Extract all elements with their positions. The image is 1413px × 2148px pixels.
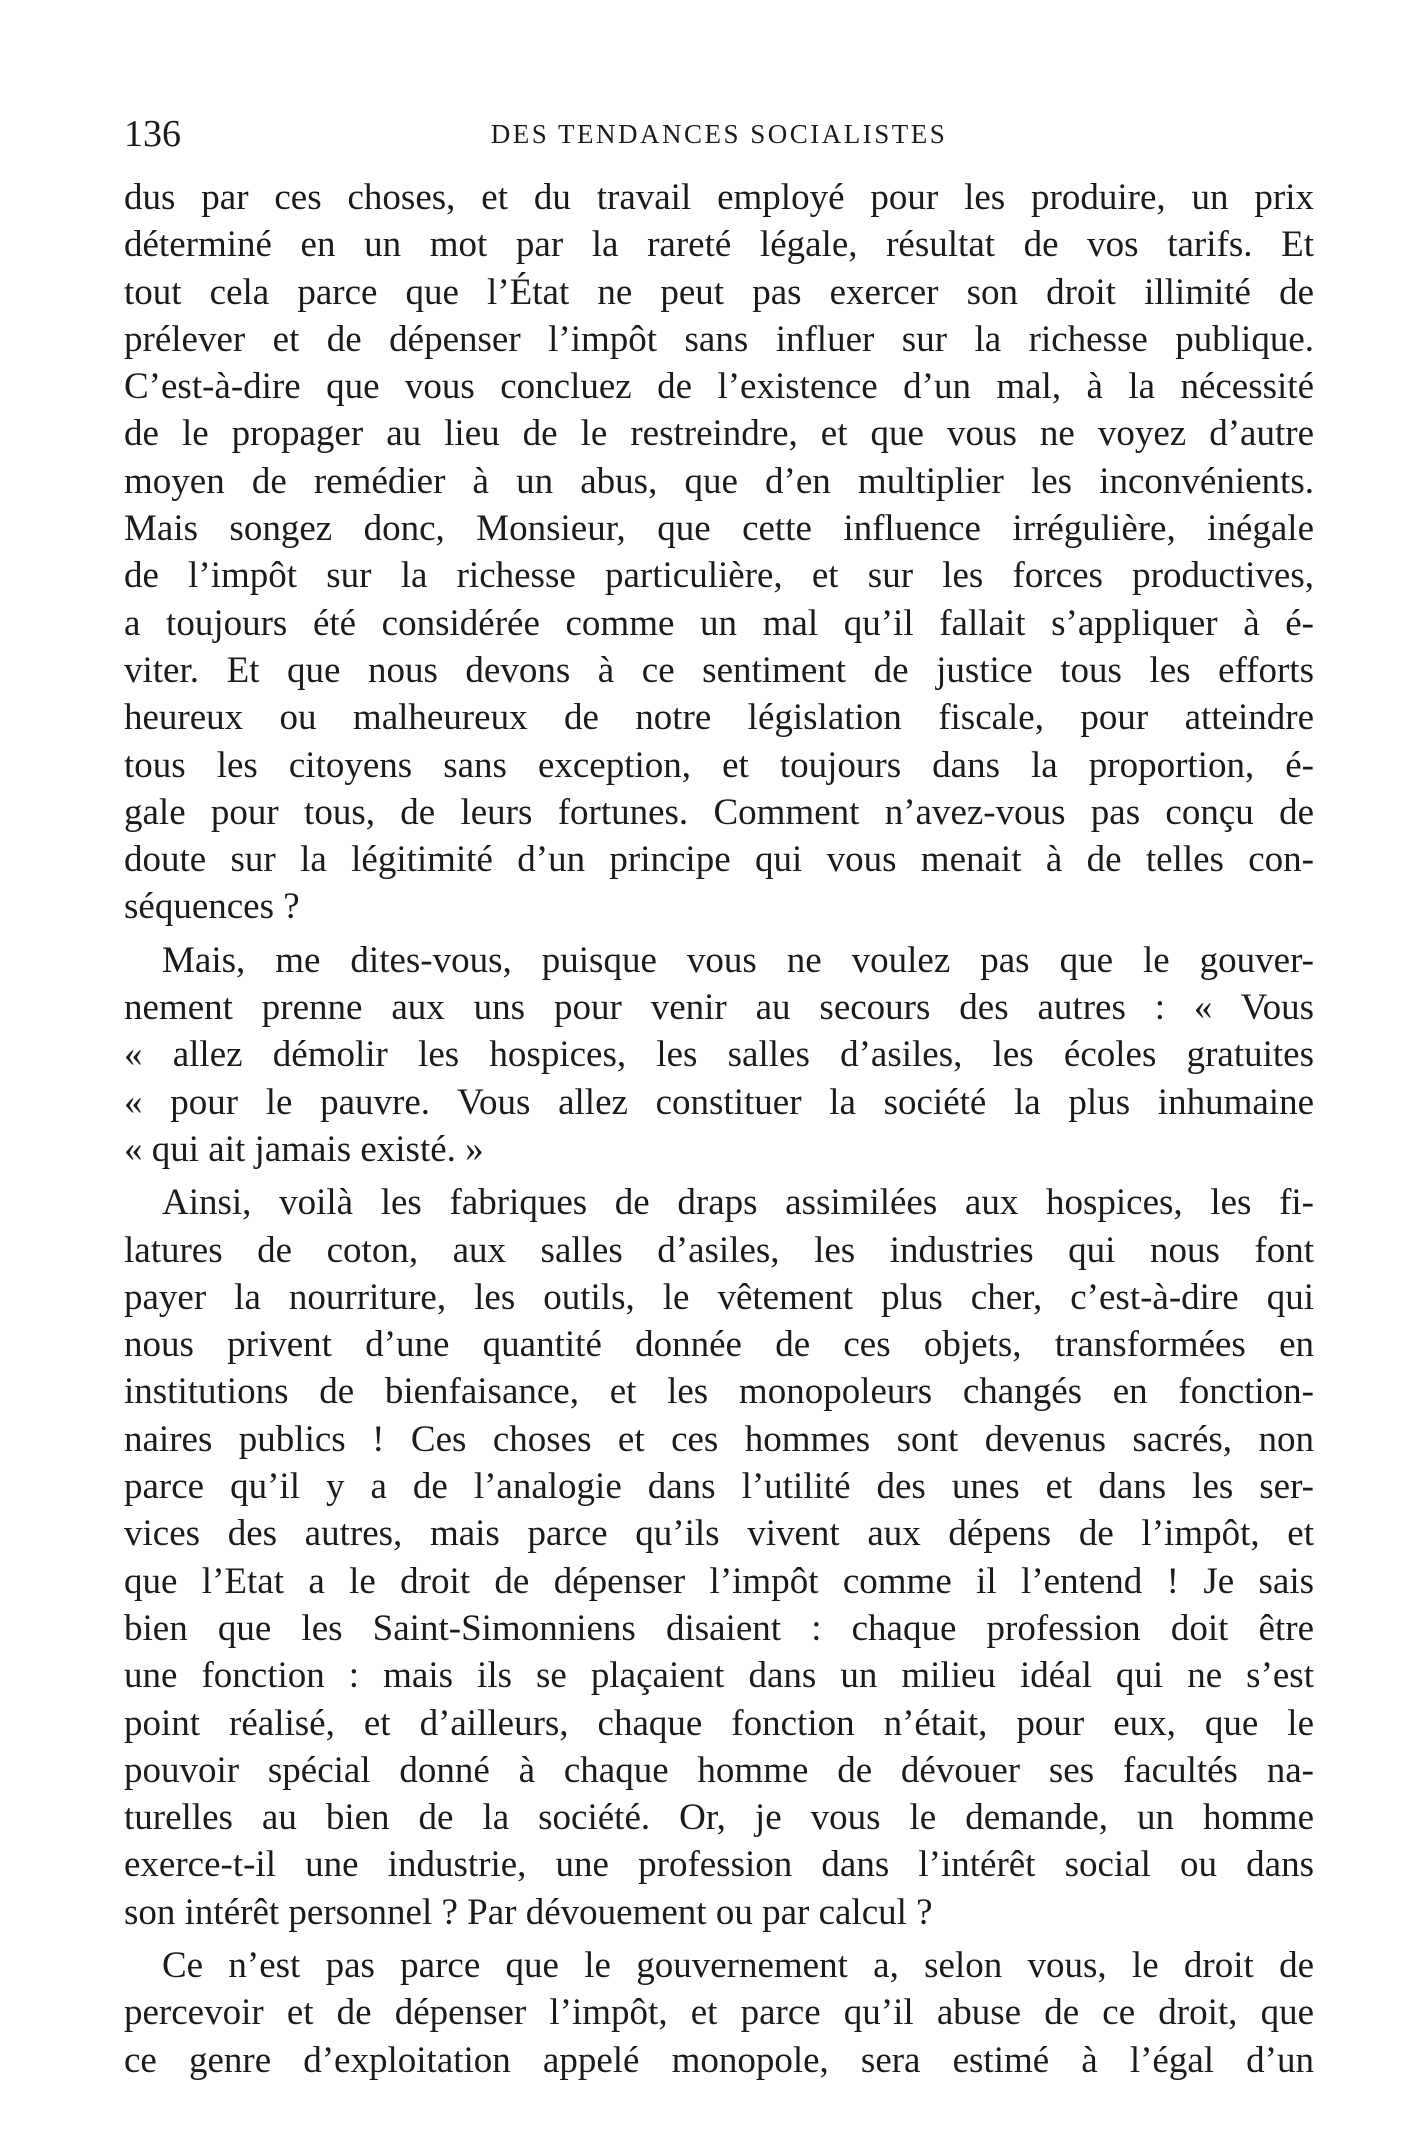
- text-line: nous privent d’une quantité donnée de ces objets, transformées en: [124, 1324, 1314, 1366]
- text-line: ce genre d’exploitation appelé monopole, sera estimé à l’égal d’un: [124, 2039, 1314, 2081]
- text-line: institutions de bienfaisance, et les monopoleurs changés en fonction-: [124, 1371, 1314, 1413]
- text-line: point réalisé, et d’ailleurs, chaque fonction n’était, pour eux, que le: [124, 1702, 1314, 1744]
- text-line: C’est-à-dire que vous concluez de l’existence d’un mal, à la nécessité: [124, 366, 1314, 408]
- text-line: naires publics ! Ces choses et ces hommes sont devenus sacrés, non: [124, 1418, 1314, 1460]
- text-line: Ainsi, voilà les fabriques de draps assimilées aux hospices, les fi-: [162, 1182, 1314, 1224]
- text-line: pouvoir spécial donné à chaque homme de dévouer ses facultés na-: [124, 1749, 1314, 1791]
- book-page: [124, 108, 1314, 2084]
- text-line: une fonction : mais ils se plaçaient dans un milieu idéal qui ne s’est: [124, 1655, 1314, 1697]
- text-line: de le propager au lieu de le restreindre, et que vous ne voyez d’autre: [124, 413, 1314, 455]
- text-line: séquences ?: [124, 886, 300, 928]
- text-line: Mais songez donc, Monsieur, que cette influence irrégulière, inégale: [124, 508, 1314, 550]
- text-line: tous les citoyens sans exception, et toujours dans la proportion, é-: [124, 744, 1314, 786]
- text-line: Mais, me dites-vous, puisque vous ne voulez pas que le gouver-: [162, 939, 1314, 981]
- text-line: payer la nourriture, les outils, le vêtement plus cher, c’est-à-dire qui: [124, 1276, 1314, 1318]
- page-header: [124, 108, 1314, 160]
- text-line: déterminé en un mot par la rareté légale, résultat de vos tarifs. Et: [124, 224, 1314, 266]
- text-line: « qui ait jamais existé. »: [124, 1128, 484, 1170]
- text-line: turelles au bien de la société. Or, je vous le demande, un homme: [124, 1797, 1314, 1839]
- text-line: que l’Etat a le droit de dépenser l’impôt comme il l’entend ! Je sais: [124, 1560, 1314, 1602]
- page-number: 136: [124, 113, 181, 155]
- text-line: de l’impôt sur la richesse particulière, et sur les forces productives,: [124, 555, 1314, 597]
- text-line: bien que les Saint-Simonniens disaient : chaque profession doit être: [124, 1607, 1314, 1649]
- text-line: son intérêt personnel ? Par dévouement ou par calcul ?: [124, 1891, 933, 1933]
- text-line: gale pour tous, de leurs fortunes. Comment n’avez-vous pas conçu de: [124, 791, 1314, 833]
- text-line: latures de coton, aux salles d’asiles, les industries qui nous font: [124, 1229, 1314, 1271]
- text-line: exerce-t-il une industrie, une profession dans l’intérêt social ou dans: [124, 1844, 1314, 1886]
- text-line: percevoir et de dépenser l’impôt, et parce qu’il abuse de ce droit, que: [124, 1992, 1314, 2034]
- text-line: vices des autres, mais parce qu’ils vivent aux dépens de l’impôt, et: [124, 1513, 1314, 1555]
- text-line: moyen de remédier à un abus, que d’en multiplier les inconvénients.: [124, 460, 1314, 502]
- text-line: Ce n’est pas parce que le gouvernement a, selon vous, le droit de: [162, 1944, 1314, 1986]
- running-title: DES TENDANCES SOCIALISTES: [490, 119, 948, 149]
- text-line: viter. Et que nous devons à ce sentiment de justice tous les efforts: [124, 649, 1314, 691]
- text-line: dus par ces choses, et du travail employé pour les produire, un prix: [124, 177, 1314, 218]
- text-line: parce qu’il y a de l’analogie dans l’utilité des unes et dans les ser-: [124, 1466, 1314, 1508]
- text-line: heureux ou malheureux de notre législation fiscale, pour atteindre: [124, 697, 1314, 739]
- body-text: [124, 174, 1314, 2084]
- text-line: « pour le pauvre. Vous allez constituer la société la plus inhumaine: [124, 1081, 1314, 1123]
- text-line: prélever et de dépenser l’impôt sans influer sur la richesse publique.: [124, 318, 1314, 360]
- text-line: « allez démolir les hospices, les salles d’asiles, les écoles gratuites: [124, 1034, 1314, 1076]
- text-line: nement prenne aux uns pour venir au secours des autres : « Vous: [124, 987, 1314, 1029]
- text-line: a toujours été considérée comme un mal qu’il fallait s’appliquer à é-: [124, 602, 1314, 644]
- text-line: tout cela parce que l’État ne peut pas exercer son droit illimité de: [124, 271, 1314, 313]
- text-line: doute sur la légitimité d’un principe qui vous menait à de telles con-: [124, 839, 1314, 881]
